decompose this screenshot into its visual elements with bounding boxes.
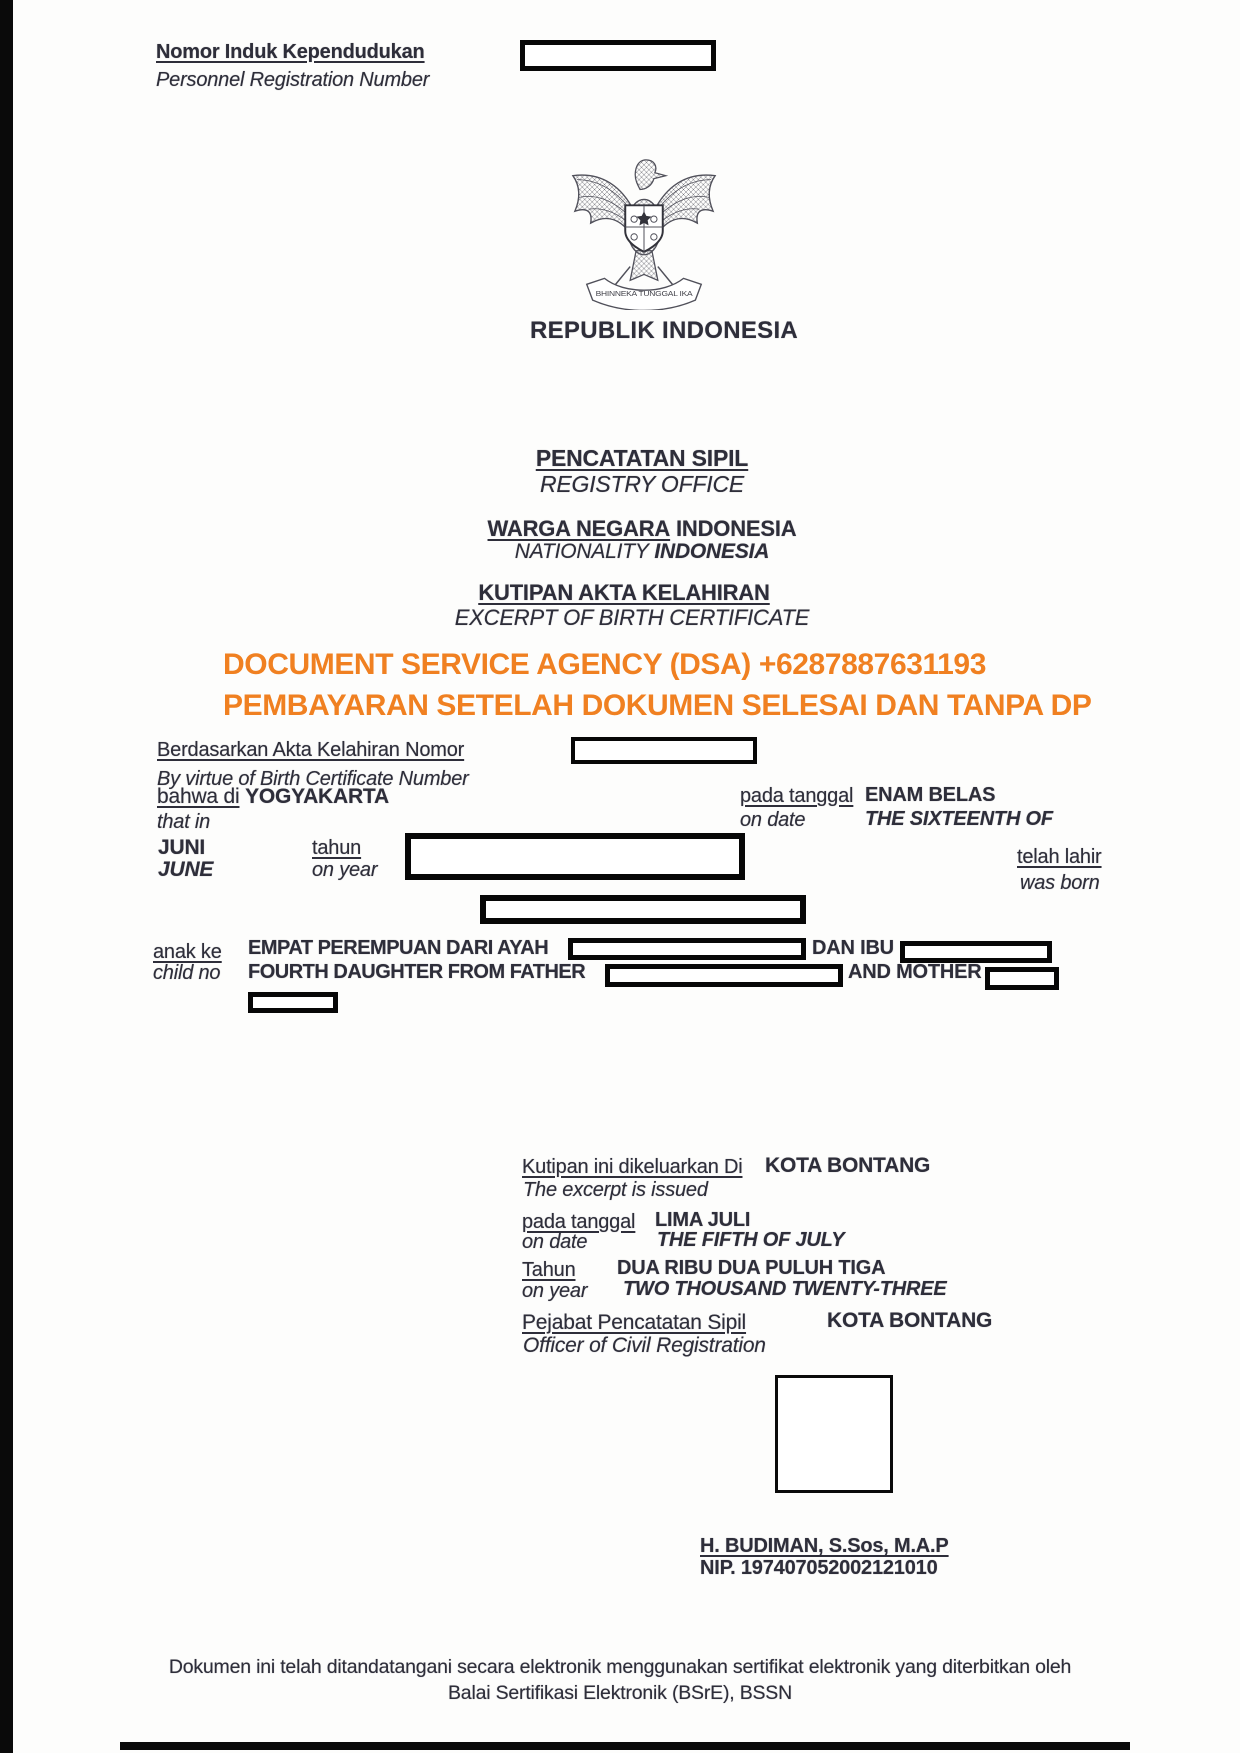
issued-at-value: KOTA BONTANG — [765, 1154, 931, 1177]
born-label-en: was born — [1020, 872, 1100, 894]
officer-label-id: Pejabat Pencatatan Sipil — [522, 1311, 747, 1334]
child-order-conj-id: DAN IBU — [812, 937, 894, 959]
birth-place-value: YOGYAKARTA — [245, 785, 389, 808]
birth-date-value-en: THE SIXTEENTH OF — [865, 808, 1053, 830]
redaction-box-father-name-en — [605, 964, 843, 987]
eagle-head — [635, 160, 665, 190]
tail-feathers — [630, 251, 658, 281]
child-order-label-id: anak ke — [153, 941, 222, 963]
issued-date-value-en: THE FIFTH OF JULY — [657, 1229, 845, 1251]
birth-place-line — [157, 786, 389, 808]
issued-date-label-id: pada tanggal — [522, 1211, 636, 1233]
scan-edge-strip-left — [0, 0, 13, 1753]
birth-year-label-id: tahun — [312, 837, 362, 859]
nationality-label-id: WARGA NEGARA — [487, 516, 671, 541]
issued-year-label-id: Tahun — [522, 1259, 576, 1281]
nationality-label-en: NATIONALITY — [514, 540, 649, 563]
nationality-line-id — [2, 517, 1240, 540]
footer-line-2: Balai Sertifikasi Elektronik (BSrE), BSSN — [448, 1682, 792, 1704]
signatory-nip: NIP. 197407052002121010 — [700, 1557, 938, 1579]
birth-place-label-en: that in — [157, 811, 211, 833]
nationality-value-en: INDONESIA — [654, 540, 770, 563]
officer-value: KOTA BONTANG — [827, 1309, 993, 1332]
signatory-name: H. BUDIMAN, S.Sos, M.A.P — [700, 1535, 949, 1557]
officer-label-en: Officer of Civil Registration — [523, 1334, 766, 1357]
redaction-box-birth-year — [405, 833, 745, 880]
country-title: REPUBLIK INDONESIA — [529, 317, 799, 344]
cert-number-label-id: Berdasarkan Akta Kelahiran Nomor — [157, 739, 465, 761]
nik-label-en: Personnel Registration Number — [156, 69, 430, 91]
issued-at-label-id: Kutipan ini dikeluarkan Di — [522, 1156, 743, 1178]
birth-date-label-id: pada tanggal — [740, 785, 854, 807]
cert-number-label-en: By virtue of Birth Certificate Number — [157, 768, 469, 790]
garuda-pancasila-emblem — [565, 150, 723, 310]
watermark-line-2: PEMBAYARAN SETELAH DOKUMEN SELESAI DAN TANPA DP — [223, 689, 1092, 722]
footer-line-1: Dokumen ini telah ditandatangani secara elektronik menggunakan sertifikat elektronik yang diterbitkan oleh — [168, 1656, 1072, 1678]
birth-place-label-id: bahwa di — [157, 785, 240, 808]
issued-at-label-en: The excerpt is issued — [523, 1179, 708, 1201]
birth-month-id: JUNI — [158, 836, 206, 859]
child-order-value-id: EMPAT PEREMPUAN DARI AYAH — [248, 937, 549, 959]
scan-edge-strip-bottom — [120, 1742, 1130, 1750]
issued-date-value-id: LIMA JULI — [655, 1209, 751, 1231]
redaction-box-nik — [520, 40, 716, 71]
issued-year-label-en: on year — [522, 1280, 588, 1302]
born-label-id: telah lahir — [1017, 846, 1102, 868]
registry-title-id: PENCATATAN SIPIL — [535, 445, 749, 471]
motto-text: BHINNEKA TUNGGAL IKA — [595, 291, 694, 299]
birth-date-label-en: on date — [740, 809, 806, 831]
nationality-line-en — [2, 541, 1240, 563]
doc-title-en: EXCERPT OF BIRTH CERTIFICATE — [454, 605, 810, 630]
issued-year-value-en: TWO THOUSAND TWENTY-THREE — [623, 1278, 947, 1300]
redaction-box-father-name-id — [568, 938, 806, 960]
redaction-box-child-name — [480, 895, 806, 924]
birth-date-value-id: ENAM BELAS — [865, 784, 996, 806]
doc-title-id: KUTIPAN AKTA KELAHIRAN — [478, 580, 770, 605]
issued-date-label-en: on date — [522, 1231, 588, 1253]
child-order-label-en: child no — [153, 962, 221, 984]
redaction-box-cert-number — [571, 737, 757, 764]
signature-qr-box — [775, 1375, 893, 1493]
redaction-box-mother-name-id — [900, 941, 1052, 963]
birth-month-en: JUNE — [158, 858, 214, 881]
nik-label-id: Nomor Induk Kependudukan — [156, 41, 425, 63]
redaction-box-mother-name-en — [985, 967, 1059, 990]
child-order-conj-en: AND MOTHER — [848, 961, 982, 983]
issued-year-value-id: DUA RIBU DUA PULUH TIGA — [617, 1257, 886, 1279]
registry-title-en: REGISTRY OFFICE — [539, 471, 745, 497]
birth-year-label-en: on year — [312, 859, 378, 881]
watermark-line-1: DOCUMENT SERVICE AGENCY (DSA) +6287887631193 — [223, 648, 987, 681]
redaction-box-extra — [248, 992, 338, 1013]
nationality-value-id: INDONESIA — [676, 516, 797, 541]
child-order-value-en: FOURTH DAUGHTER FROM FATHER — [248, 961, 586, 983]
